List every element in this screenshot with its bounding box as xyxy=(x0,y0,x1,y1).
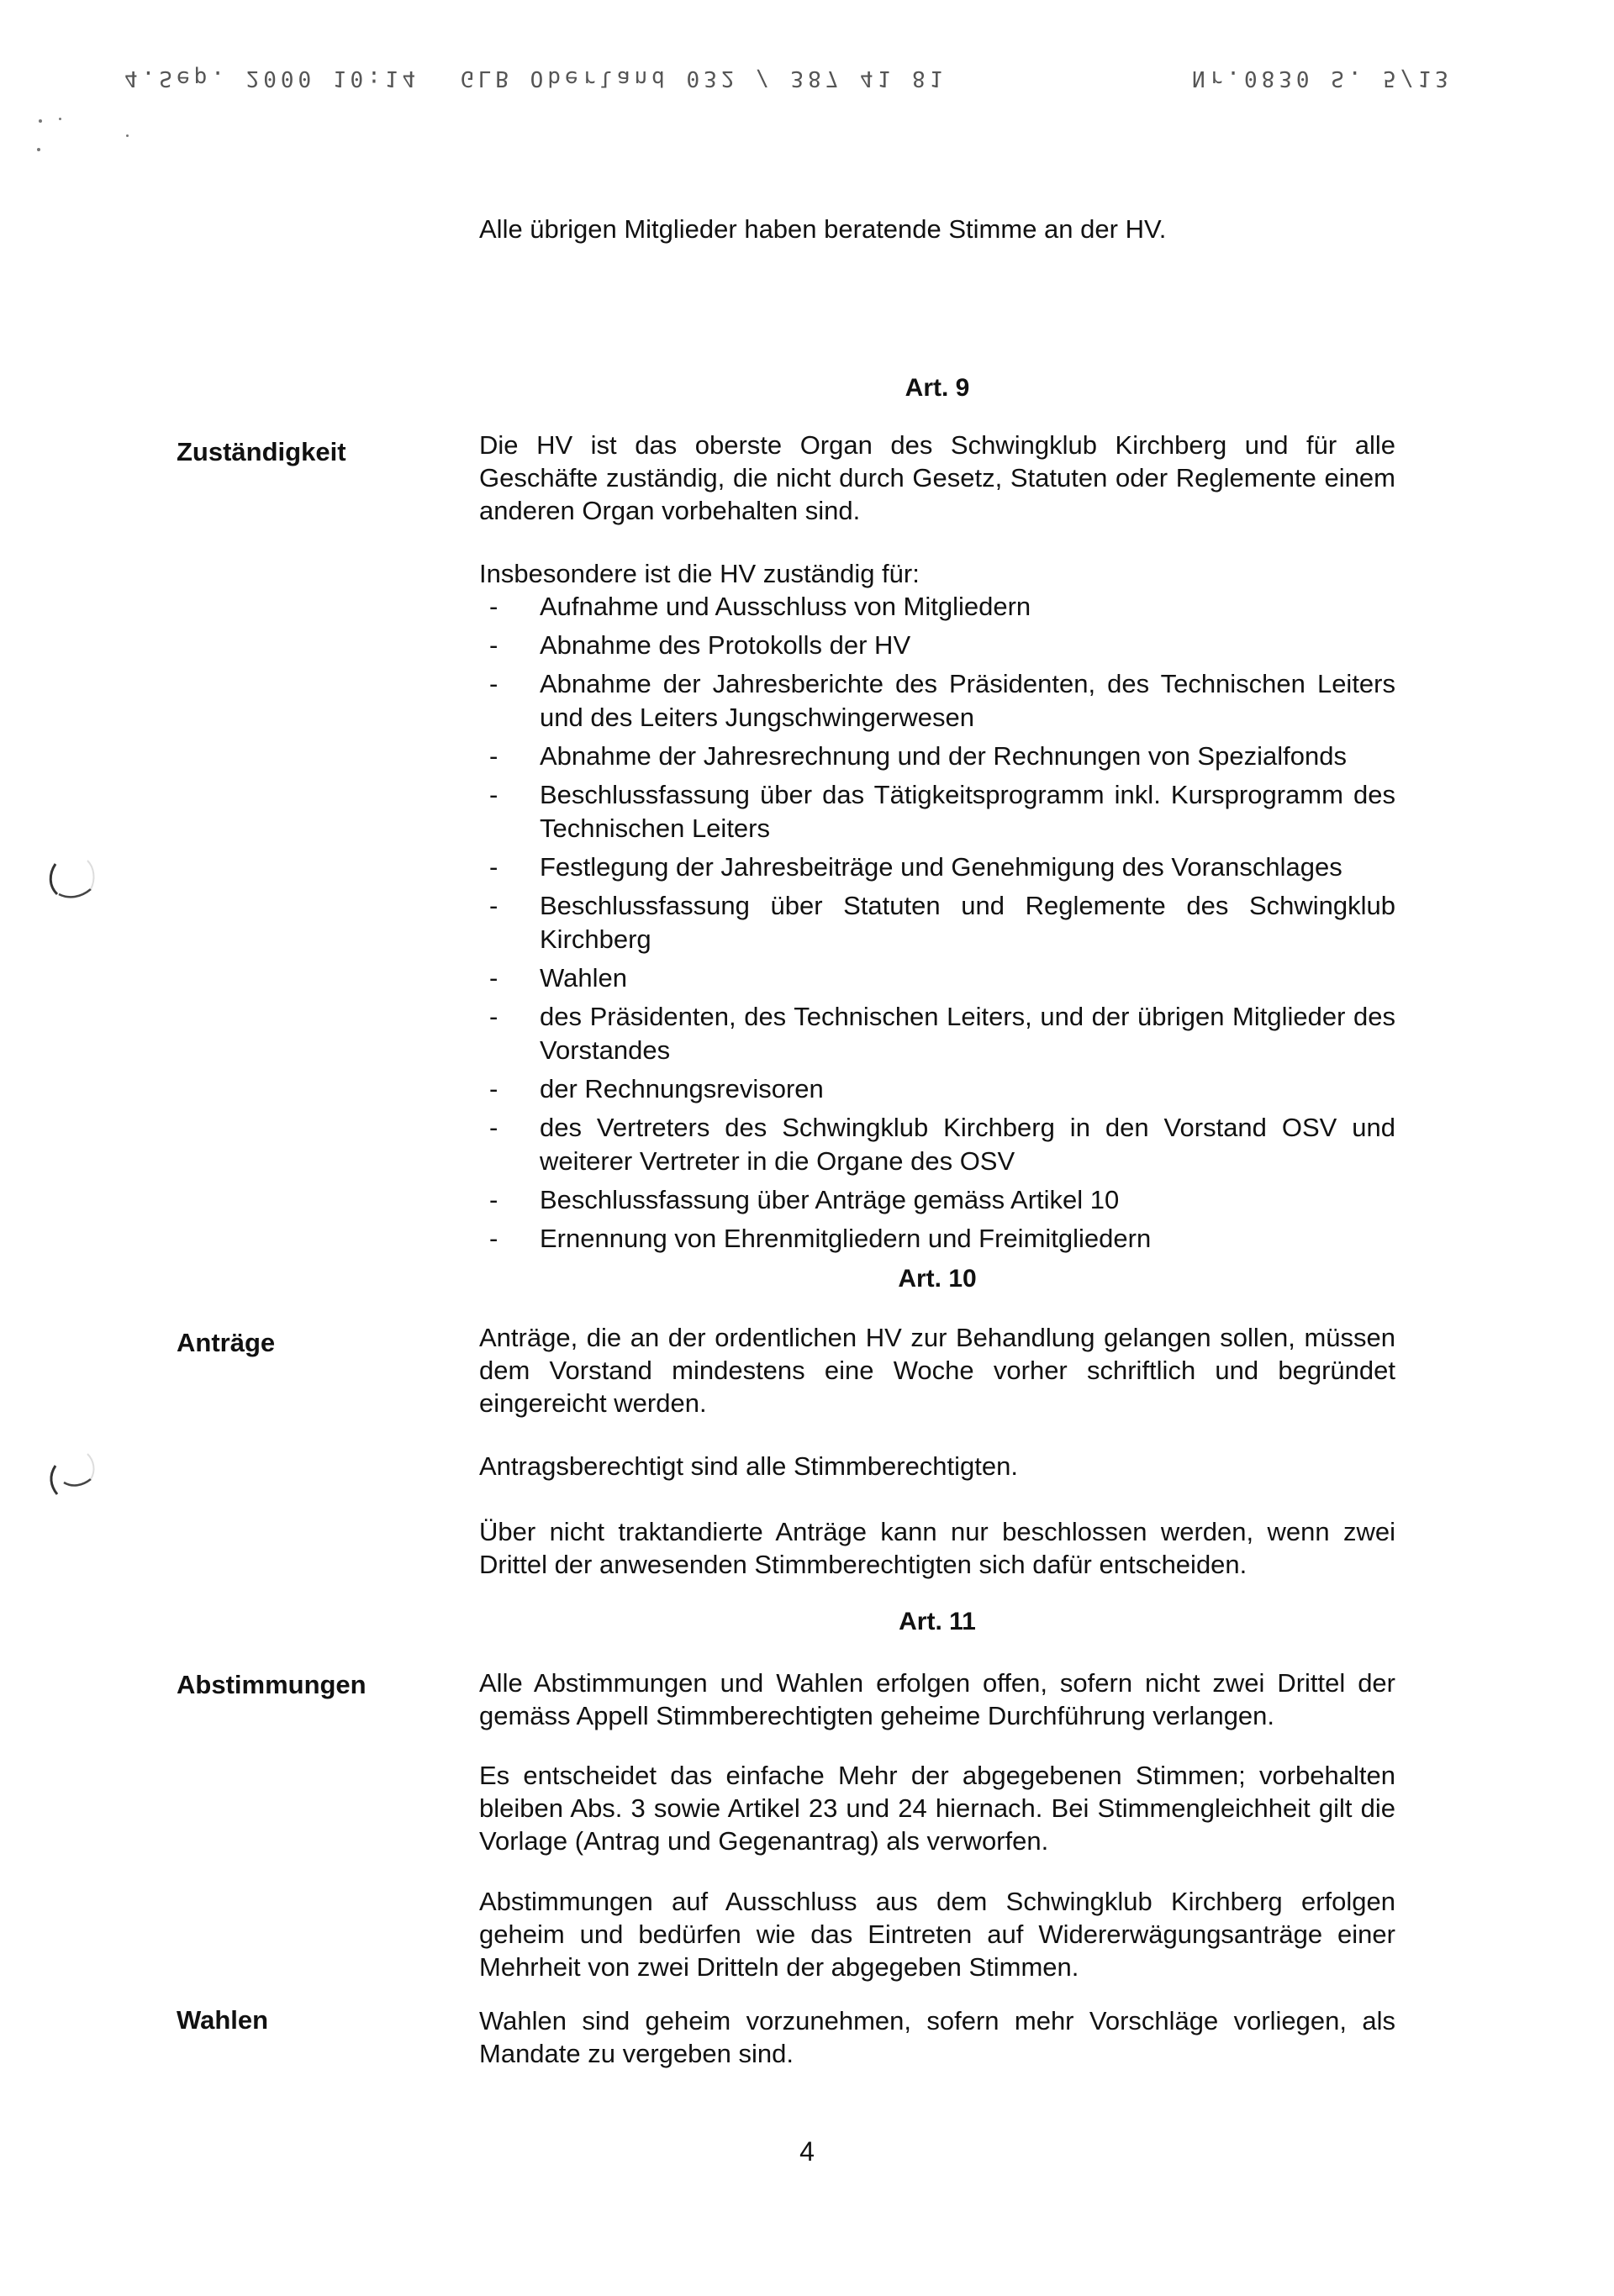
article-10-paragraph-1: Anträge, die an der ordentlichen HV zur Behandlung gelangen sollen, müssen dem Vorstand mindestens eine Woche vorher schriftlich und begründet eingereicht werden. xyxy=(479,1323,1395,1418)
list-item: - Beschlussfassung über Statuten und Reglemente des Schwingklub Kirchberg xyxy=(489,891,1395,954)
list-item: - Abnahme der Jahresberichte des Präsidenten, des Technischen Leiters und des Leiters Jungschwingerwesen xyxy=(489,669,1395,732)
page-number: 4 xyxy=(799,2136,815,2167)
list-dash: - xyxy=(489,1224,498,1253)
side-label-abstimmungen: Abstimmungen xyxy=(177,1670,367,1699)
list-dash: - xyxy=(489,780,498,809)
fax-header-page: Nr.0830 S. 5/13 xyxy=(1192,66,1453,91)
side-label-zustaendigkeit: Zuständigkeit xyxy=(177,437,346,466)
article-10-paragraph-3: Über nicht traktandierte Anträge kann nur beschlossen werden, wenn zwei Drittel der anwesenden Stimmberechtigten sich dafür entscheiden. xyxy=(479,1517,1395,1579)
list-item: - Beschlussfassung über das Tätigkeitsprogramm inkl. Kursprogramm des Technischen Leiters xyxy=(489,780,1395,843)
fax-header-sender: GLB Oberland 032 / 387 41 81 xyxy=(461,66,947,91)
list-dash: - xyxy=(489,852,498,882)
list-dash: - xyxy=(489,963,498,993)
intro-paragraph: Alle übrigen Mitglieder haben beratende Stimme an der HV. xyxy=(479,214,1167,244)
list-item: - des Vertreters des Schwingklub Kirchberg in den Vorstand OSV und weiterer Vertreter in die Organe des OSV xyxy=(489,1113,1395,1176)
list-dash: - xyxy=(489,1074,498,1103)
wahlen-paragraph: Wahlen sind geheim vorzunehmen, sofern mehr Vorschläge vorliegen, als Mandate zu vergeben sind. xyxy=(479,2006,1395,2068)
side-label-wahlen: Wahlen xyxy=(177,2005,269,2035)
list-dash: - xyxy=(489,1002,498,1031)
article-11-paragraph-3: Abstimmungen auf Ausschluss aus dem Schwingklub Kirchberg erfolgen geheim und bedürfen wie das Eintreten auf Widererwägungsanträge einer Mehrheit von zwei Dritteln der abgegeben Stimmen. xyxy=(479,1887,1395,1982)
list-dash: - xyxy=(489,741,498,771)
article-9-heading: Art. 9 xyxy=(905,374,970,402)
article-11-heading: Art. 11 xyxy=(899,1608,976,1635)
article-10-paragraph-2: Antragsberechtigt sind alle Stimmberechtigten. xyxy=(479,1451,1018,1481)
side-label-antraege: Anträge xyxy=(177,1328,276,1357)
list-item: - Abnahme des Protokolls der HV xyxy=(479,629,1395,662)
article-11-paragraph-2: Es entscheidet das einfache Mehr der abgegebenen Stimmen; vorbehalten bleiben Abs. 3 sowie Artikel 23 und 24 hiernach. Bei Stimmengleichheit gilt die Vorlage (Antrag und Gegenantrag) als verworfen. xyxy=(479,1761,1395,1856)
list-item: - Aufnahme und Ausschluss von Mitgliedern xyxy=(479,590,1395,624)
list-item: - Ernennung von Ehrenmitgliedern und Freimitgliedern xyxy=(479,1222,1395,1256)
article-11-paragraph-1: Alle Abstimmungen und Wahlen erfolgen offen, sofern nicht zwei Drittel der gemäss Appell Stimmberechtigten geheime Durchführung verlangen. xyxy=(479,1668,1395,1730)
fax-header-date: 4.Sep. 2000 10:14 xyxy=(124,66,420,91)
article-9-list-intro: Insbesondere ist die HV zuständig für: xyxy=(479,559,920,588)
list-item: - des Präsidenten, des Technischen Leiters, und der übrigen Mitglieder des Vorstandes xyxy=(489,1002,1395,1065)
list-dash: - xyxy=(489,630,498,660)
list-dash: - xyxy=(489,592,498,621)
list-dash: - xyxy=(489,1185,498,1214)
list-item: - Festlegung der Jahresbeiträge und Genehmigung des Voranschlages xyxy=(479,850,1395,884)
list-dash: - xyxy=(489,1113,498,1142)
list-item: - Abnahme der Jahresrechnung und der Rechnungen von Spezialfonds xyxy=(479,740,1395,773)
list-dash: - xyxy=(489,891,498,920)
list-item: - der Rechnungsrevisoren xyxy=(479,1072,1395,1106)
article-9-paragraph: Die HV ist das oberste Organ des Schwingklub Kirchberg und für alle Geschäfte zuständig, die nicht durch Gesetz, Statuten oder Reglemente einem anderen Organ vorbehalten sind. xyxy=(479,430,1395,525)
list-dash: - xyxy=(489,669,498,698)
article-9-responsibilities-list xyxy=(479,590,1395,1261)
article-10-heading: Art. 10 xyxy=(898,1265,977,1293)
list-item: - Wahlen xyxy=(479,961,1395,995)
list-item: - Beschlussfassung über Anträge gemäss Artikel 10 xyxy=(479,1183,1395,1217)
